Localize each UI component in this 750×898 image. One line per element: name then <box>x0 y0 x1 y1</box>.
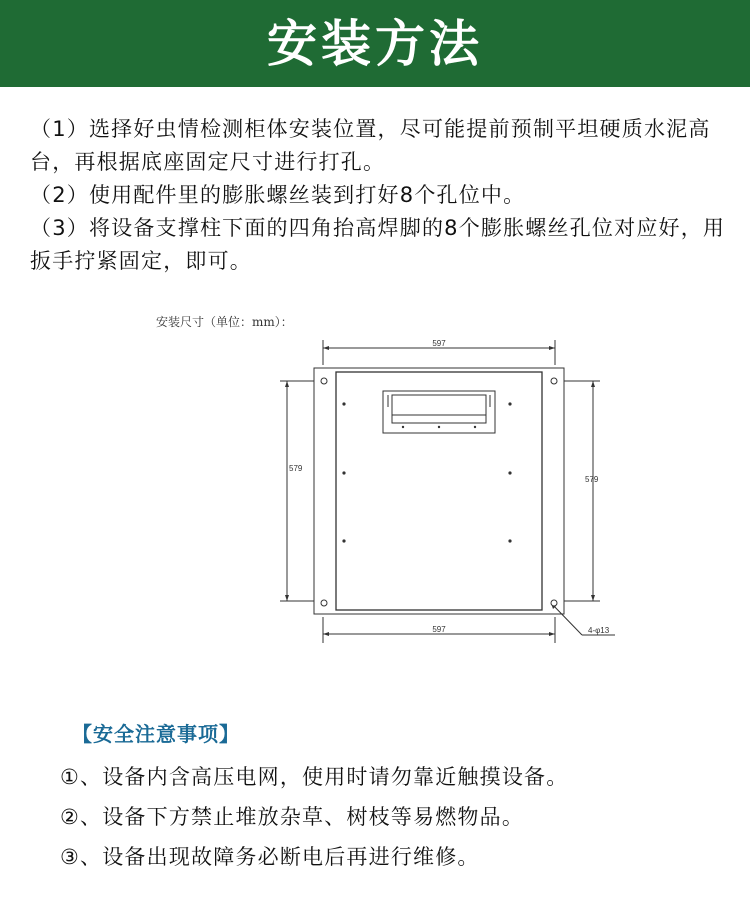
mounting-hole <box>321 378 327 384</box>
mounting-hole <box>321 600 327 606</box>
page-title: 安装方法 <box>267 15 483 73</box>
hole-size-label: 4-φ13 <box>588 626 610 635</box>
instruction-step-1: （1）选择好虫情检测柜体安装位置，尽可能提前预制平坦硬质水泥高台，再根据底座固定尺寸进行打孔。 <box>30 117 711 174</box>
instruction-step-3: （3）将设备支撑柱下面的四角抬高焊脚的8个膨胀螺丝孔位对应好，用扳手拧紧固定，即可。 <box>30 216 726 273</box>
instruction-step-2: （2）使用配件里的膨胀螺丝装到打好8个孔位中。 <box>30 183 526 207</box>
safety-note: ③、设备出现故障务必断电后再进行维修。 <box>60 845 480 869</box>
mounting-hole <box>551 378 557 384</box>
installation-instructions <box>30 113 730 278</box>
diagram-caption: 安装尺寸（单位：mm）： <box>156 315 293 329</box>
installation-dimension-drawing <box>270 335 620 645</box>
dimension-height-right: 579 <box>585 475 599 484</box>
header-banner <box>0 0 750 87</box>
safety-notes-list <box>60 757 730 877</box>
mounting-hole <box>551 600 557 606</box>
safety-note: ②、设备下方禁止堆放杂草、树枝等易燃物品。 <box>60 805 525 829</box>
dimension-height-left: 579 <box>289 464 303 473</box>
safety-note: ①、设备内含高压电网，使用时请勿靠近触摸设备。 <box>60 765 569 789</box>
dimension-width-top: 597 <box>432 339 446 348</box>
dimension-width-bottom: 597 <box>432 625 446 634</box>
cabinet-body <box>336 372 542 610</box>
safety-section-title: 【安全注意事项】 <box>72 722 240 746</box>
